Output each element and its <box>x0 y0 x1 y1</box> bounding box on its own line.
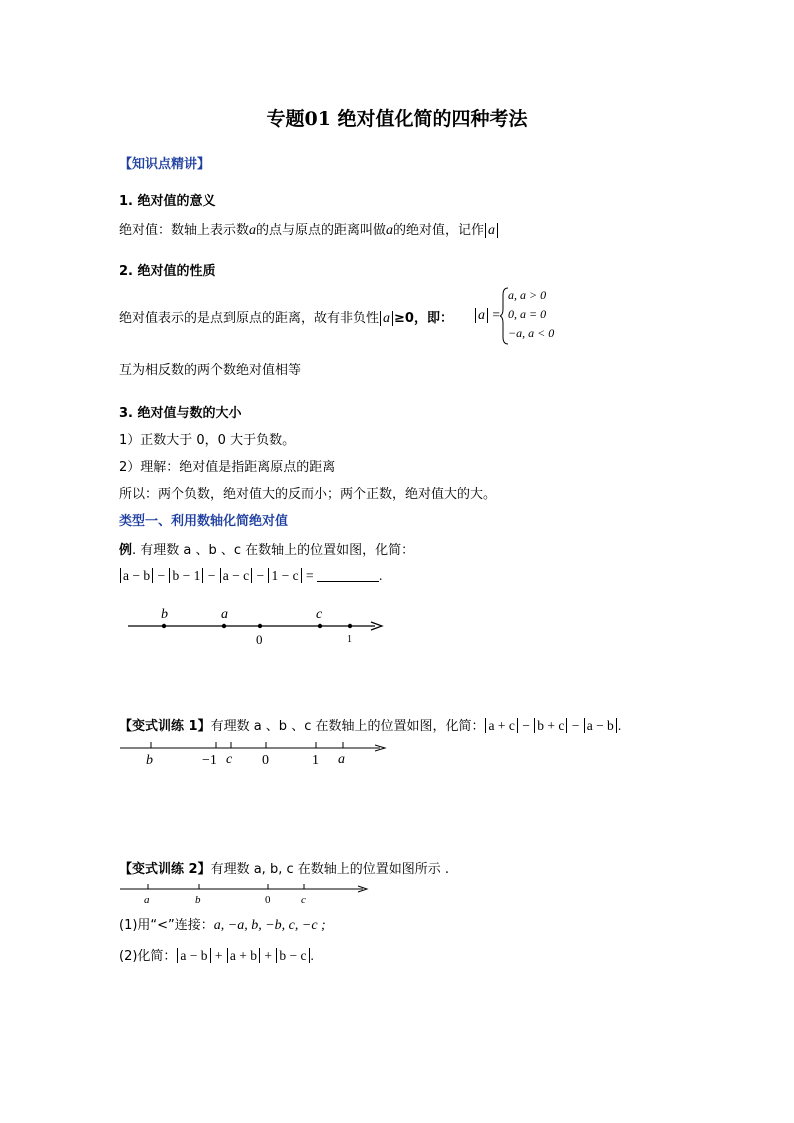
property-ge: ≥0，即： <box>394 311 453 326</box>
case-zero: 0, a = 0 <box>508 307 547 321</box>
definition-line <box>119 219 499 239</box>
abs-term: b − c <box>276 948 309 963</box>
label-b: b <box>161 607 168 622</box>
abs-term: a − b <box>120 568 153 583</box>
label-1: 1 <box>347 634 352 645</box>
expression-end: . <box>378 568 383 583</box>
property-abs-a: a <box>380 311 393 326</box>
definition-prefix: 绝对值：数轴上表示数 <box>119 223 250 238</box>
label-1: 1 <box>312 753 319 768</box>
variation-2-text: 有理数 a, b, c 在数轴上的位置如图所示 . <box>210 862 450 877</box>
label-a: a <box>144 894 150 906</box>
abs-term: b − 1 <box>169 568 203 583</box>
variation-1-text: 有理数 a 、b 、c 在数轴上的位置如图，化简： <box>210 719 485 734</box>
operator: − <box>256 568 265 583</box>
abs-term: b + c <box>534 718 567 733</box>
property-line <box>119 307 453 326</box>
definition-var-a: a <box>249 223 257 238</box>
heading-1: 1. 绝对值的意义 <box>119 194 216 209</box>
example-line <box>119 539 414 558</box>
question-1-prefix: (1)用“<”连接： <box>119 918 214 933</box>
variation-1-label: 【变式训练 1】 <box>119 719 211 734</box>
point-1 <box>348 624 352 628</box>
definition-suffix: 的绝对值，记作 <box>393 223 485 238</box>
point-a <box>222 624 226 628</box>
label-0: 0 <box>256 632 263 647</box>
example-label: 例 <box>119 543 133 558</box>
point-c <box>318 624 322 628</box>
point-3: 所以：两个负数，绝对值大的反而小；两个正数，绝对值大的大。 <box>119 487 497 502</box>
property-text: 绝对值表示的是点到原点的距离，故有非负性 <box>119 311 380 326</box>
question-2-expression <box>176 948 313 963</box>
point-0 <box>258 624 262 628</box>
operator: + <box>264 948 273 963</box>
piecewise-eq: = <box>489 307 500 322</box>
heading-3: 3. 绝对值与数的大小 <box>119 406 242 421</box>
abs-term: 1 − c <box>268 568 301 583</box>
point-b <box>162 624 166 628</box>
label-b: b <box>146 753 153 768</box>
variation-1-line <box>119 715 621 734</box>
abs-term: a − b <box>584 718 617 733</box>
opposite-numbers-text: 互为相反数的两个数绝对值相等 <box>119 363 302 378</box>
variation-1-expression <box>484 718 621 733</box>
operator: = <box>305 568 314 583</box>
abs-term: a + b <box>227 948 260 963</box>
operator: − <box>207 568 216 583</box>
case-negative: −a, a < 0 <box>508 326 555 340</box>
point-2: 2）理解：绝对值是指距离原点的距离 <box>119 460 336 475</box>
label-a: a <box>338 752 345 767</box>
answer-blank <box>317 568 379 582</box>
point-1: 1）正数大于 0，0 大于负数。 <box>119 433 296 448</box>
label-0: 0 <box>265 894 271 906</box>
label-c: c <box>301 894 306 906</box>
piecewise-abs-a: a <box>475 308 488 323</box>
type1-heading: 类型一、利用数轴化简绝对值 <box>119 514 289 529</box>
definition-var-a2: a <box>386 223 394 238</box>
variation-2-line <box>119 858 449 877</box>
operator: − <box>571 718 580 733</box>
question-1 <box>119 914 326 934</box>
number-line-1 <box>125 600 390 650</box>
case-positive: a, a > 0 <box>508 288 547 302</box>
label-c: c <box>316 607 323 622</box>
example-expression <box>119 568 382 584</box>
label-a: a <box>221 607 228 622</box>
operator: − <box>522 718 530 733</box>
number-line-3 <box>118 880 373 908</box>
operator: + <box>214 948 223 963</box>
abs-term: a − c <box>220 568 252 583</box>
section-header: 【知识点精讲】 <box>119 157 211 172</box>
label-c: c <box>226 752 233 767</box>
label-b: b <box>195 894 201 906</box>
expression-end: . <box>617 718 622 733</box>
operator: − <box>157 568 166 583</box>
number-line-2 <box>118 738 390 772</box>
variation-2-label: 【变式训练 2】 <box>119 862 211 877</box>
page-title: 专题01 绝对值化简的四种考法 <box>266 108 528 130</box>
heading-2: 2. 绝对值的性质 <box>119 264 216 279</box>
example-text: . 有理数 a 、b 、c 在数轴上的位置如图，化简： <box>132 543 415 558</box>
abs-notation: a <box>485 223 498 238</box>
piecewise-lhs <box>474 307 500 323</box>
label-0: 0 <box>262 753 269 768</box>
expression-end: . <box>310 948 314 963</box>
piecewise-cases <box>508 286 554 343</box>
label-minus-1: −1 <box>202 753 217 768</box>
abs-term: a − b <box>177 948 210 963</box>
definition-mid: 的点与原点的距离叫做 <box>256 223 387 238</box>
abs-term: a + c <box>485 718 517 733</box>
question-1-items: a, −a, b, −b, c, −c ; <box>213 918 326 933</box>
question-2 <box>119 945 314 964</box>
question-2-prefix: (2)化简： <box>119 949 177 964</box>
